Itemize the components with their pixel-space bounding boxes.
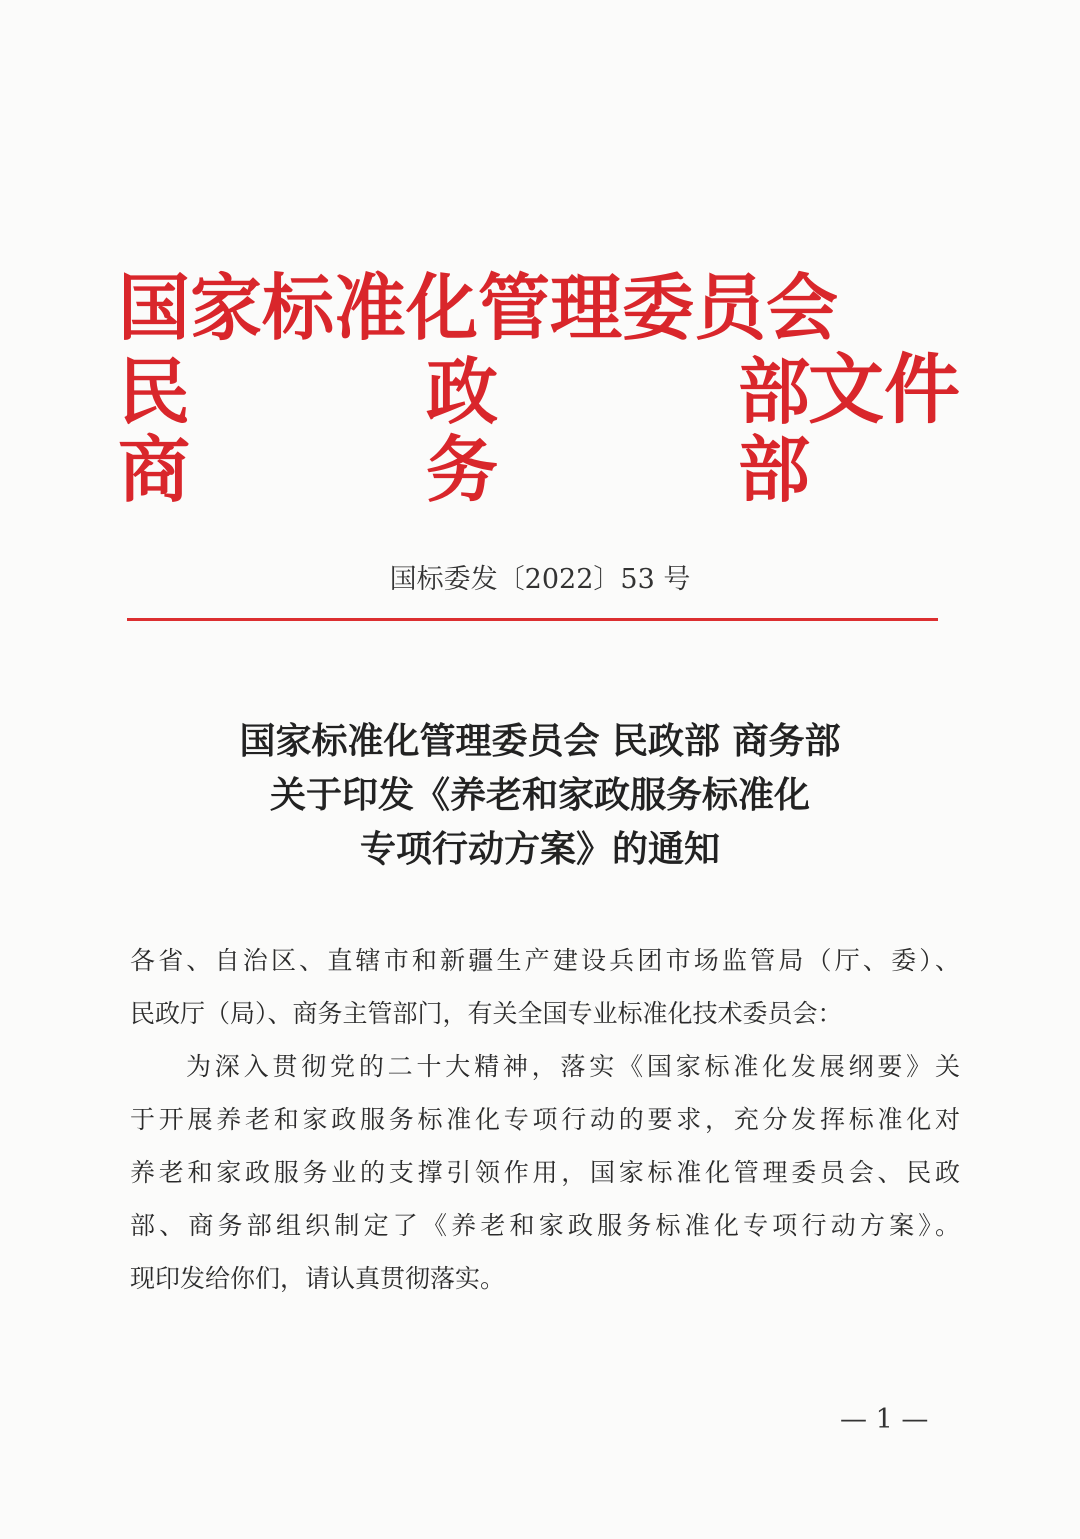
masthead-line-2-char-3: 部 [738,349,811,434]
paragraph-line-4: 部、商务部组织制定了《养老和家政服务标准化专项行动方案》。 [130,1211,960,1240]
document-body [130,934,960,1305]
title-line-2: 关于印发《养老和家政服务标准化 [269,774,810,816]
paragraph-line-5: 现印发给你们，请认真贯彻落实。 [130,1264,506,1293]
masthead-wenjian: 文件 [808,345,960,434]
red-separator-rule [127,618,938,621]
masthead-line-2-char-2: 政 [426,349,499,434]
paragraph-line-2: 于开展养老和家政服务标准化专项行动的要求，充分发挥标准化对 [130,1105,960,1134]
masthead-line-3-char-2: 务 [426,427,499,512]
title-line-1: 国家标准化管理委员会 民政部 商务部 [239,720,841,762]
title-line-3: 专项行动方案》的通知 [359,828,720,870]
addressee-line-1: 各省、自治区、直辖市和新疆生产建设兵团市场监管局（厅、委）、 [130,946,960,975]
document-number: 国标委发〔2022〕53 号 [389,564,691,595]
paragraph-line-3: 养老和家政服务业的支撑引领作用，国家标准化管理委员会、民政 [130,1158,960,1187]
masthead-line-2-char-1: 民 [118,349,191,434]
page-number: — 1 — [840,1404,929,1435]
masthead-line-1: 国家标准化管理委员会 [118,265,839,350]
masthead-line-3-char-3: 部 [738,427,811,512]
addressee-line-2: 民政厅（局）、商务主管部门，有关全国专业标准化技术委员会： [130,999,843,1028]
red-masthead [0,0,1080,520]
document-title [0,714,1080,876]
masthead-line-3-char-1: 商 [118,427,191,512]
paragraph-line-1: 为深入贯彻党的二十大精神，落实《国家标准化发展纲要》关 [186,1052,960,1081]
